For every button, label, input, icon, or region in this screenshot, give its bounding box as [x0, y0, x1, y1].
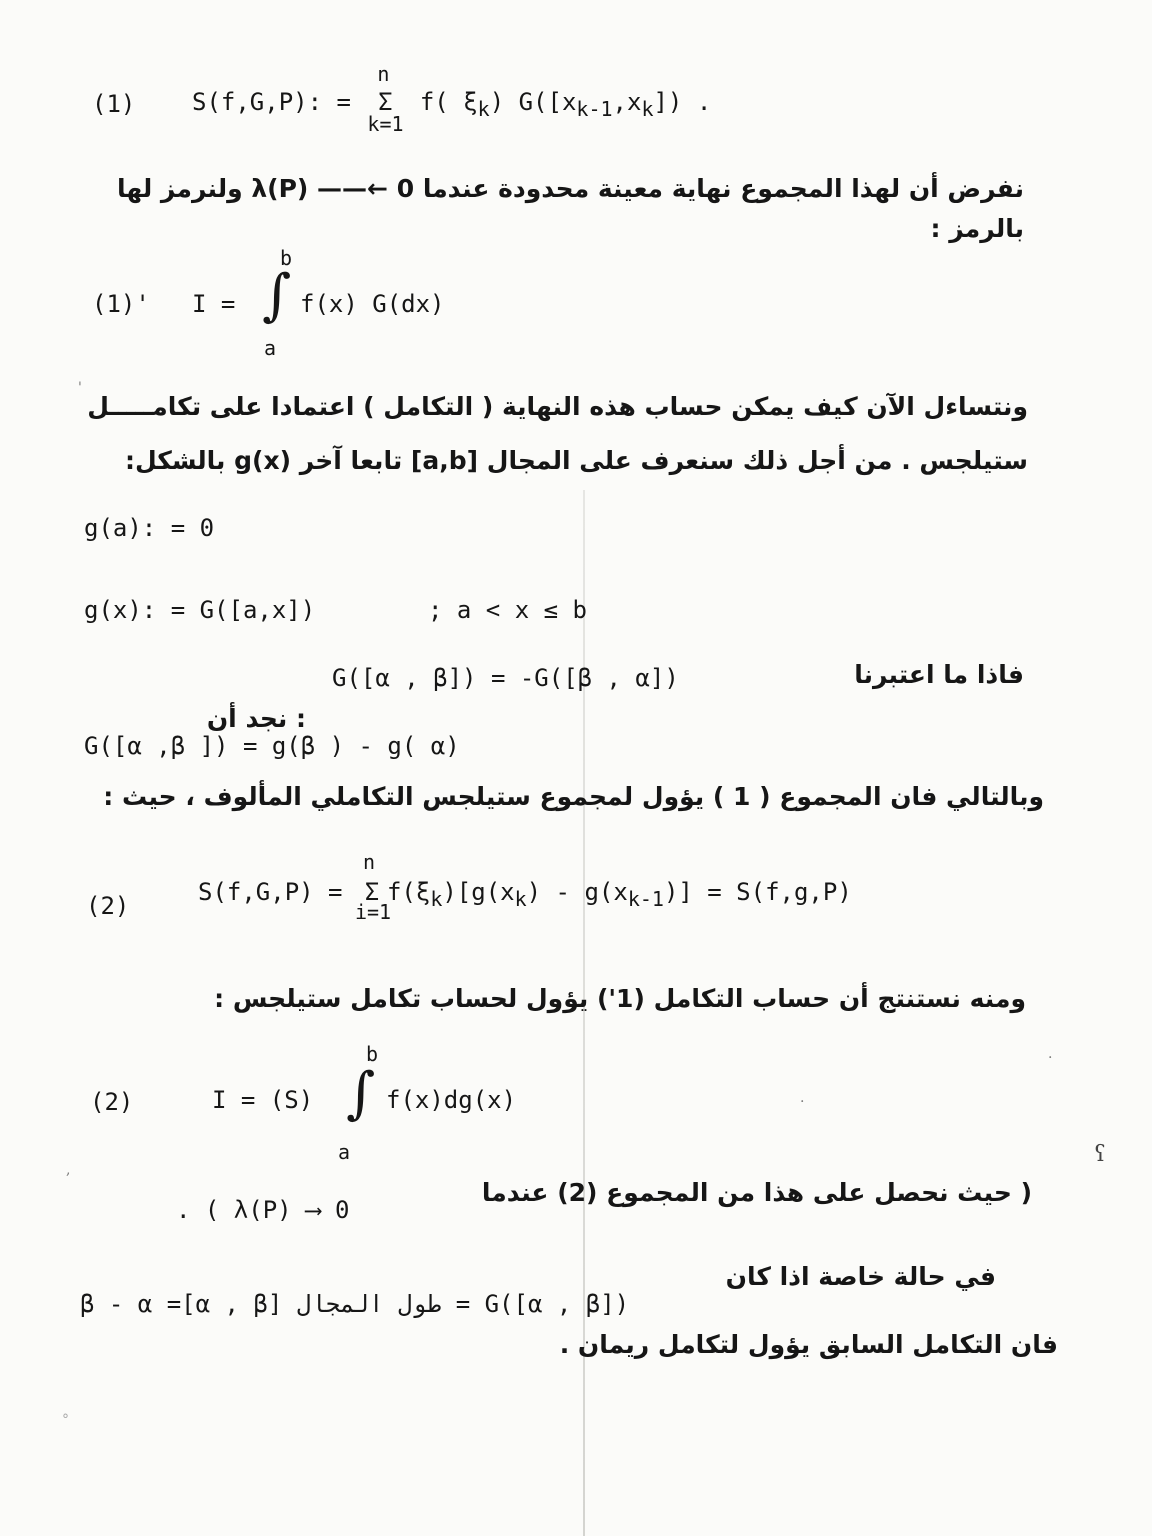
- eq2-body4: )] = S(f,g,P): [663, 878, 852, 906]
- scan-speck: ʕ: [1094, 1142, 1106, 1167]
- eq2-body2: )[g(x: [442, 878, 515, 906]
- eq1-body3: ,x: [612, 88, 642, 116]
- text-riemann-integral: فان التكامل السابق يؤول لتكامل ريمان .: [559, 1330, 1058, 1359]
- equation-number-2: (2): [86, 892, 130, 920]
- formula-interval-length: β - α =[α , β] طول المجال = G([α , β]): [80, 1290, 630, 1318]
- eq1p-lhs: I =: [192, 290, 236, 318]
- eq2b-body: f(x)dg(x): [386, 1086, 517, 1114]
- eq1-body2: ) G([x: [489, 88, 577, 116]
- page-fold-shadow: [583, 490, 585, 1536]
- eq1p-body: f(x) G(dx): [300, 290, 445, 318]
- eq1-sigma-bottom: k=1: [367, 112, 404, 136]
- text-we-find: : نجد أن: [206, 704, 306, 733]
- text-special-case: في حالة خاصة اذا كان: [725, 1262, 996, 1291]
- equation-number-2-integral: (2): [90, 1088, 134, 1116]
- scan-speck: ': [78, 380, 82, 396]
- eq1-body: f( ξ: [419, 88, 478, 116]
- eq2-sub2: k: [514, 886, 527, 911]
- scan-speck: ,: [66, 1162, 71, 1178]
- eq2b-upper-limit: b: [366, 1042, 379, 1066]
- paragraph-question-line2: ستيلجس . من أجل ذلك سنعرف على المجال [a,b] تابعا آخر g(x) بالشكل:: [124, 446, 1028, 475]
- formula-mesh-limit: . ( λ(P) ⟶ 0: [176, 1196, 350, 1224]
- formula-antisymmetry: G([α , β]) = -G([β , α]): [332, 664, 679, 692]
- integral-icon: ∫: [262, 263, 292, 328]
- eq2-body3: ) - g(x: [526, 878, 628, 906]
- equation-2-sum: [198, 850, 852, 924]
- integral-icon: ∫: [346, 1061, 376, 1126]
- eq2-sigma-top: n: [362, 850, 375, 874]
- eq1-sub2: k-1: [576, 96, 613, 121]
- eq1p-lower-limit: a: [264, 336, 277, 360]
- scan-speck: .: [1048, 1046, 1053, 1062]
- paragraph-question-line1: ونتساءل الآن كيف يمكن حساب هذه النهاية ( التكامل ) اعتمادا على تكامـــــل: [87, 392, 1028, 421]
- eq2-lhs: S(f,G,P) =: [198, 878, 343, 906]
- sigma-icon: Σ: [364, 878, 380, 906]
- paragraph-conclude-stieltjes-integral: ومنه نستنتج أن حساب التكامل (1') يؤول لحساب تكامل ستيلجس :: [214, 984, 1026, 1013]
- definition-g-at-a: g(a): = 0: [84, 514, 215, 542]
- text-considering: فاذا ما اعتبرنا: [854, 660, 1024, 689]
- eq2-sub1: k: [430, 886, 443, 911]
- eq1-sub3: k: [641, 96, 654, 121]
- scan-speck: °: [62, 1412, 69, 1428]
- eq1-equals: =: [336, 88, 351, 116]
- equation-number-1: (1): [92, 90, 136, 118]
- equation-1: [192, 62, 712, 136]
- text-obtained-from-sum: ( حيث نحصل على هذا من المجموع (2) عندما: [481, 1178, 1032, 1207]
- definition-g-of-x: g(x): = G([a,x]): [84, 596, 316, 624]
- eq2-sigma-bottom: i=1: [354, 900, 392, 924]
- equation-number-1-prime: (1)': [92, 290, 150, 318]
- eq2-summation: [354, 850, 392, 924]
- paragraph-limit-line2: بالرمز :: [930, 214, 1024, 243]
- eq2-body: f(ξ: [386, 878, 431, 906]
- paragraph-reduces-to-stieltjes-sum: وبالتالي فان المجموع ( 1 ) يؤول لمجموع ستيلجس التكاملي المألوف ، حيث :: [103, 782, 1044, 811]
- eq2b-lhs: I = (S): [212, 1086, 314, 1114]
- eq1-sigma-top: n: [377, 62, 390, 86]
- eq2-sub3: k-1: [627, 886, 664, 911]
- scan-speck: .: [800, 1090, 805, 1106]
- equation-g-difference: G([α ,β ]) = g(β ) - g( α): [84, 732, 460, 760]
- eq1-body4: ]) .: [653, 88, 712, 116]
- paragraph-limit-line1: نفرض أن لهذا المجموع نهاية معينة محدودة عندما 0 ←—— λ(P) ولنرمز لها: [116, 174, 1024, 203]
- sigma-icon: Σ: [378, 88, 393, 116]
- eq1-summation: [365, 62, 405, 136]
- definition-domain: ; a < x ≤ b: [428, 596, 587, 624]
- eq1p-upper-limit: b: [280, 246, 293, 270]
- eq1-sub1: k: [477, 96, 490, 121]
- eq2b-lower-limit: a: [338, 1140, 351, 1164]
- eq1-lhs: S(f,G,P):: [192, 88, 323, 116]
